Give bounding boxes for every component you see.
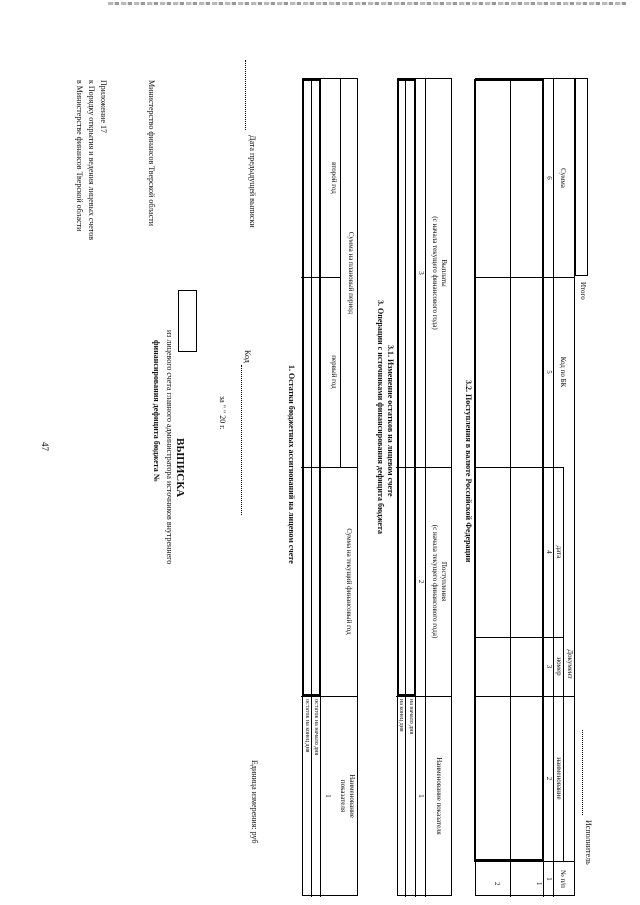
section31-title: 3.1. Изменение остатков на лицевом счете bbox=[386, 345, 395, 497]
s1-col-current: Сумма на текущий финансовый год bbox=[345, 528, 353, 635]
executor-line bbox=[582, 730, 583, 815]
s32-num1: 1 bbox=[545, 877, 553, 881]
appendix-line2: к Порядку открытия и ведения лицевых счетов bbox=[87, 80, 96, 241]
section1-title: 1. Остатки бюджетных ассигнований на лицевом счете bbox=[287, 365, 296, 564]
date-line: за " " 20 г. bbox=[218, 396, 227, 430]
s31-col-name: Наименование показателя bbox=[435, 757, 443, 835]
s31-data-cells[interactable] bbox=[397, 79, 416, 696]
document-title: ВЫПИСКА bbox=[174, 438, 186, 498]
s1-row1: остаток на начало дня bbox=[313, 699, 319, 756]
kod-line bbox=[241, 365, 242, 515]
section1-table bbox=[302, 78, 358, 896]
title-line2: из лицевого счета главного администратора источников внутреннего bbox=[165, 330, 174, 565]
s31-row1: на начало дня bbox=[408, 699, 414, 735]
s32-row-num1: 1 bbox=[535, 882, 543, 886]
section31-table bbox=[397, 78, 452, 896]
s1-col-name2: показателя bbox=[339, 779, 347, 813]
s1-col-name1: Наименование bbox=[348, 774, 356, 818]
ministry-name: Министерство финансов Тверской области bbox=[147, 80, 156, 227]
s31-row2: на конец дня bbox=[398, 699, 404, 732]
s31-num2: 2 bbox=[417, 579, 425, 584]
s32-row-num2: 2 bbox=[493, 882, 501, 886]
s32-col-naim: наименование bbox=[555, 757, 563, 800]
executor-label: Исполнитель bbox=[584, 820, 593, 865]
s32-col-kod: Код по БК bbox=[559, 356, 567, 388]
page-number: 47 bbox=[40, 442, 50, 451]
s31-num3: 3 bbox=[417, 271, 425, 275]
s31-col-outcome1: Выплаты bbox=[440, 259, 448, 287]
appendix-line1: Приложение 17 bbox=[99, 80, 108, 133]
s31-col-outcome2: (с начала текущего финансового года) bbox=[431, 216, 439, 330]
s32-num2: 2 bbox=[545, 776, 553, 781]
appendix-line3: в Министерстве финансов Тверской области bbox=[75, 80, 84, 232]
s32-col-np: № п/п bbox=[559, 870, 567, 888]
s1-col-first: первый год bbox=[330, 355, 338, 389]
itogo-label: Итого bbox=[579, 282, 587, 300]
s1-data-cells[interactable] bbox=[302, 79, 321, 696]
s32-num5: 5 bbox=[545, 370, 553, 374]
s1-row2: остаток на конец дня bbox=[304, 699, 310, 753]
account-number-box[interactable] bbox=[178, 290, 197, 352]
kod-label: Код bbox=[243, 350, 252, 363]
title-line3: финансирования дефицита бюджета № bbox=[152, 340, 161, 482]
s32-col-data: дата bbox=[555, 545, 563, 559]
s32-num4: 4 bbox=[545, 550, 553, 554]
section3-title: 3. Операции с источниками финансирования дефицита бюджета bbox=[376, 300, 385, 534]
date-prev-label: Дата предыдущей выписки bbox=[248, 135, 257, 228]
itogo-cell[interactable] bbox=[575, 78, 588, 276]
s32-num6: 6 bbox=[545, 176, 553, 180]
s31-col-income2: (с начала текущего финансового года) bbox=[431, 524, 439, 639]
s32-col-sum: Сумма bbox=[559, 168, 567, 188]
date-prev-line bbox=[245, 60, 246, 130]
s32-num3: 3 bbox=[545, 664, 553, 669]
s1-num1: 1 bbox=[324, 794, 332, 798]
unit-label: Единица измерения: руб bbox=[250, 760, 259, 844]
s32-col-doc: Документ bbox=[566, 649, 574, 679]
s1-col-planning: Сумма на плановый период bbox=[347, 231, 355, 315]
section32-table bbox=[475, 78, 575, 896]
s31-col-income1: Поступления bbox=[440, 561, 448, 602]
s32-data-cells[interactable] bbox=[474, 79, 544, 861]
section32-title: 3.2. Поступления в валюте Российской Федерации bbox=[464, 380, 473, 563]
s31-num1: 1 bbox=[417, 794, 425, 798]
s1-col-second: второй год bbox=[330, 162, 338, 194]
s32-col-nomer: номер bbox=[555, 657, 563, 676]
